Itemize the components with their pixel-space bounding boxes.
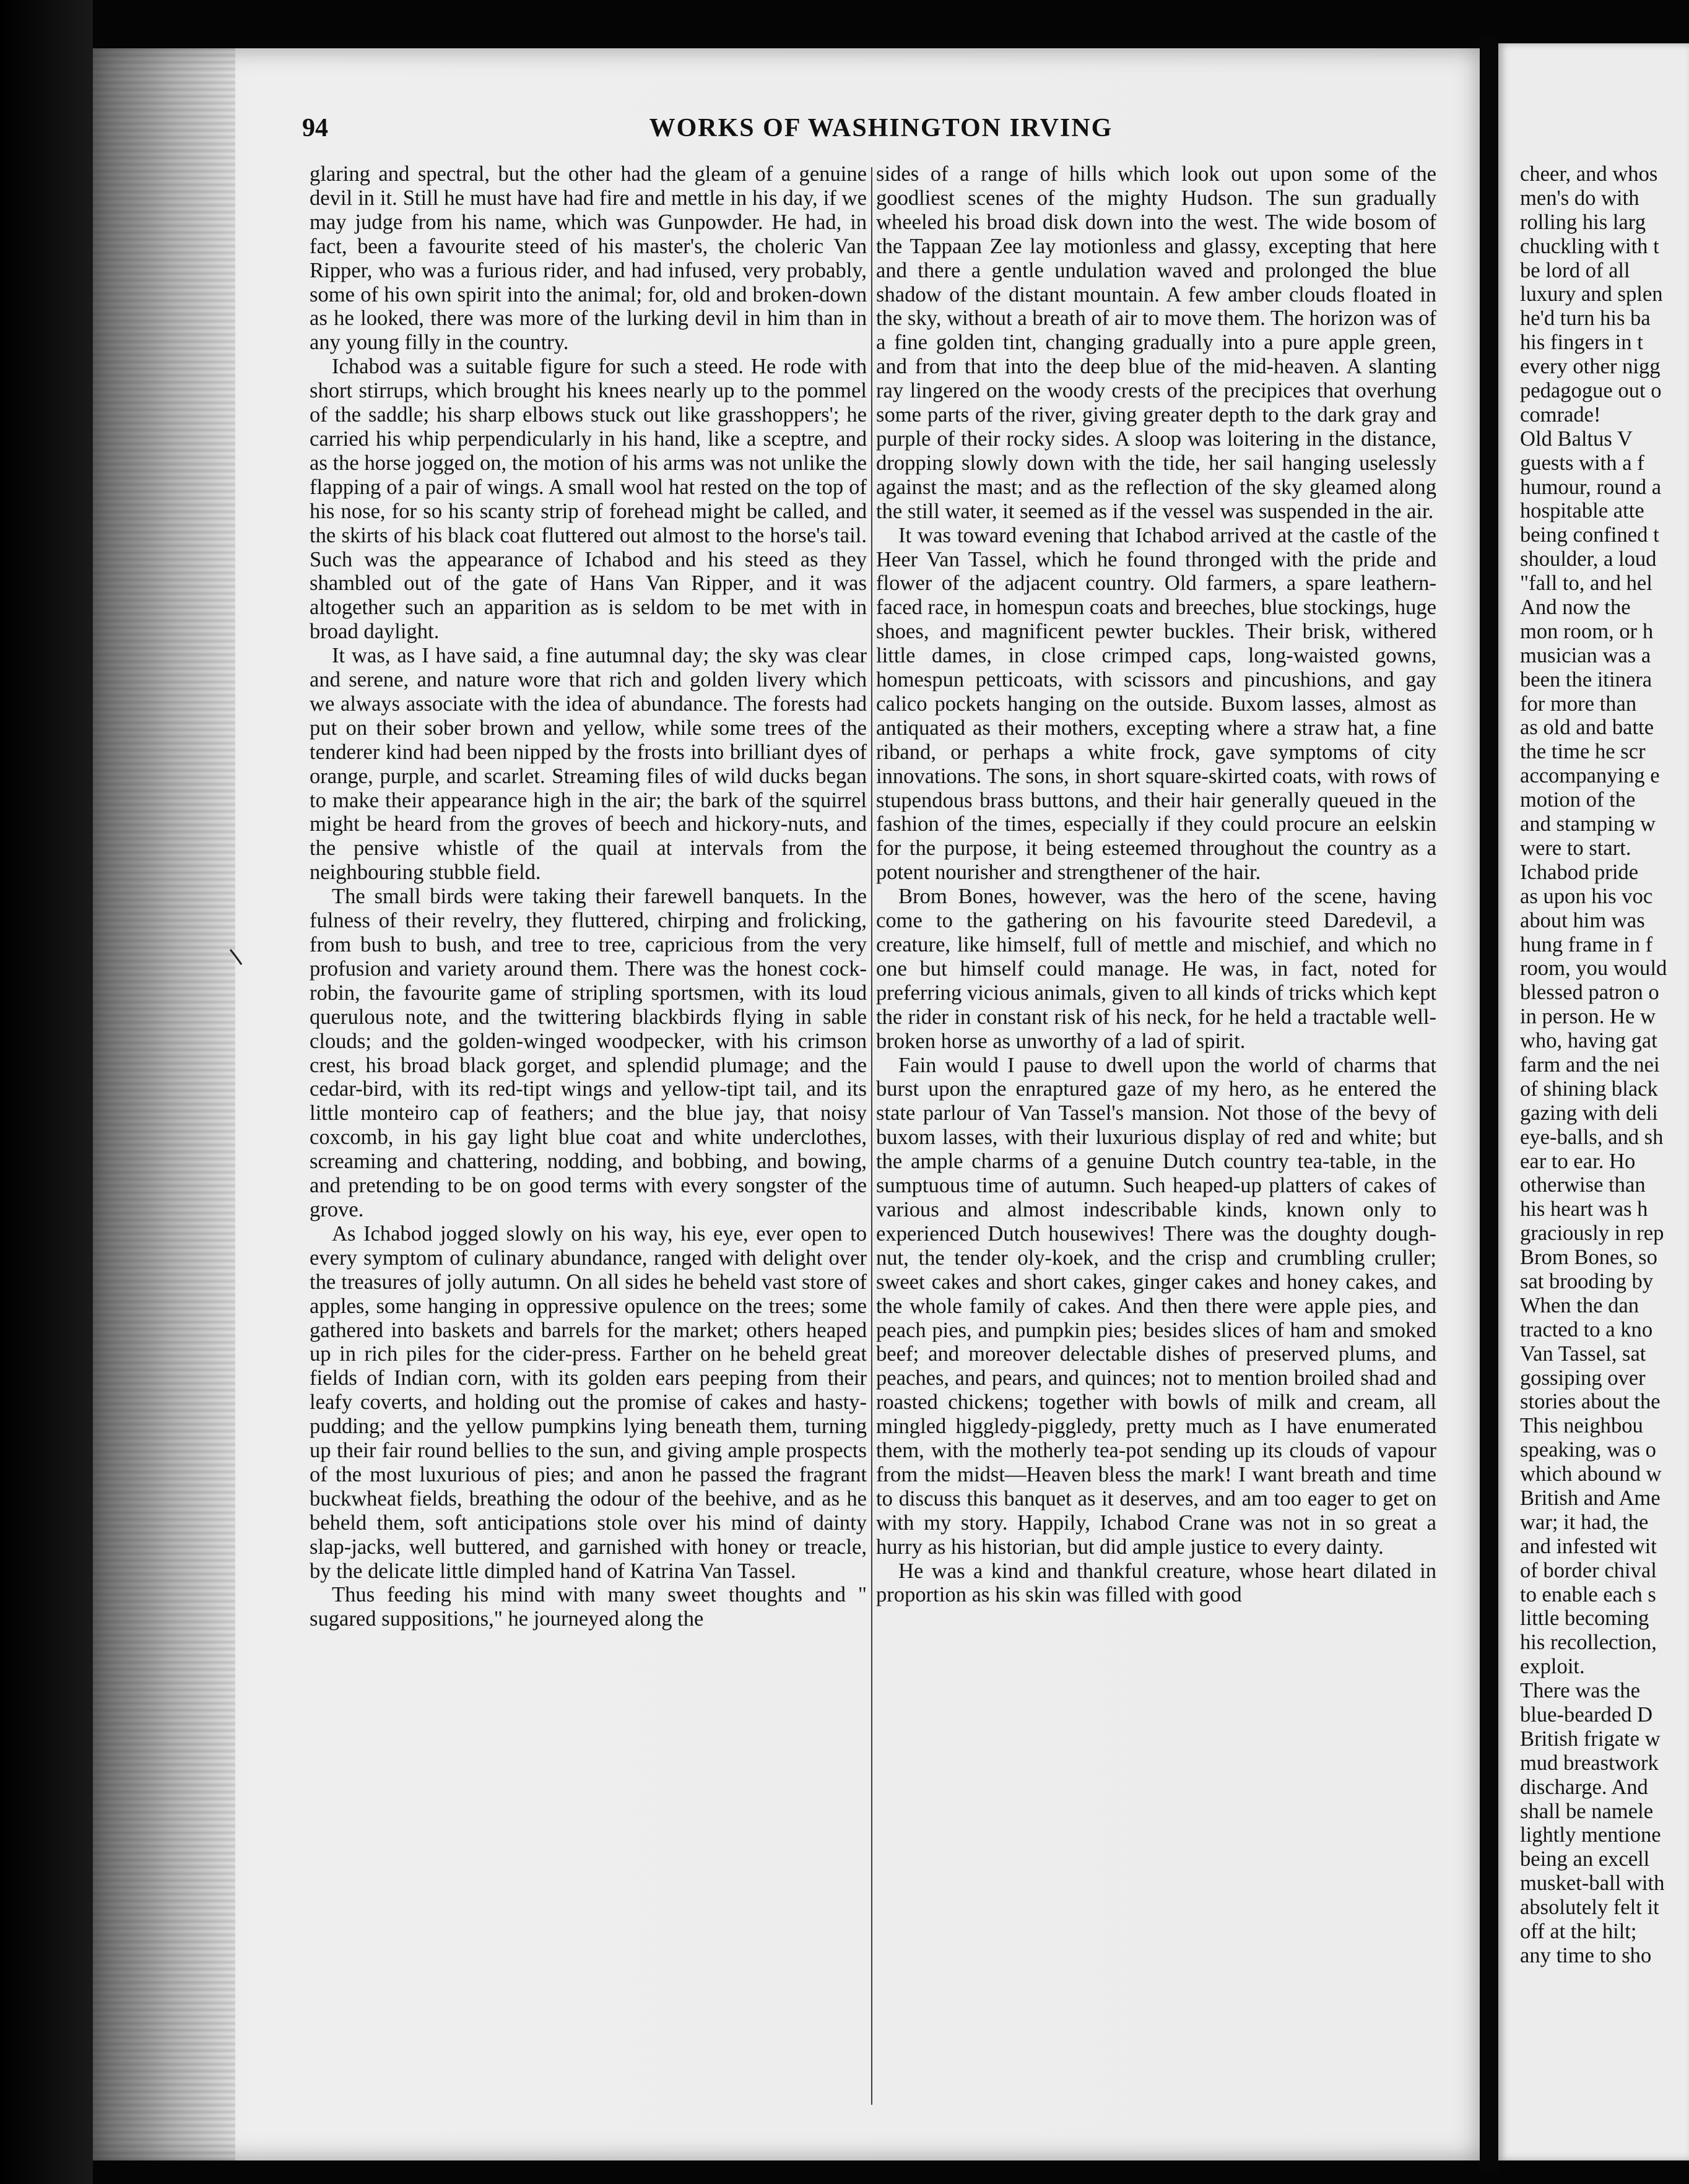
fragment-line: British frigate w xyxy=(1520,1727,1661,1751)
fragment-line: Brom Bones, so xyxy=(1520,1246,1657,1270)
fragment-line: speaking, was o xyxy=(1520,1438,1656,1462)
fragment-line: musket-ball with xyxy=(1520,1871,1665,1896)
fragment-line: for more than xyxy=(1520,691,1637,716)
page-header xyxy=(302,106,1460,150)
text-column-fragment xyxy=(1520,162,1689,2125)
page-number: 94 xyxy=(302,114,328,142)
fragment-line: otherwise than xyxy=(1520,1173,1646,1197)
fragment-line: being an excell xyxy=(1520,1847,1650,1871)
fragment-line: being confined t xyxy=(1520,523,1659,547)
fragment-line: pedagogue out o xyxy=(1520,379,1662,403)
text-column-right xyxy=(876,162,1436,2125)
paragraph: It was, as I have said, a fine autumnal day; the sky was clear and serene, and nature wore that rich and golden livery which we always associate with the idea of abundance. The forests had put on their sober brown and yellow, while some trees of the tenderer kind had been nipped by the frosts into brilliant dyes of orange, purple, and scarlet. Streaming files of wild ducks began to make their appearance high in the air; the bark of the squirrel might be heard from the groves of beech and hickory-nuts, and the pensive whistle of the quail at intervals from the neighbouring stubble field. xyxy=(310,644,867,885)
fragment-line: comrade! xyxy=(1520,402,1601,427)
fragment-line: Ichabod pride xyxy=(1520,860,1639,884)
fragment-line: blue-bearded D xyxy=(1520,1703,1653,1727)
fragment-line: eye-balls, and sh xyxy=(1520,1125,1664,1149)
fragment-line: blessed patron o xyxy=(1520,981,1659,1005)
fragment-line: "fall to, and hel xyxy=(1520,571,1652,596)
column-rule xyxy=(871,167,872,2105)
fragment-line: he'd turn his ba xyxy=(1520,306,1651,331)
fragment-line: mud breastwork xyxy=(1520,1751,1659,1775)
fragment-line: off at the hilt; xyxy=(1520,1920,1637,1944)
fragment-line: There was the xyxy=(1520,1679,1640,1703)
fragment-line: any time to sho xyxy=(1520,1943,1652,1967)
running-title: WORKS OF WASHINGTON IRVING xyxy=(649,114,1113,142)
fragment-line: room, you would xyxy=(1520,956,1667,981)
fragment-line: lightly mentione xyxy=(1520,1823,1661,1847)
fragment-line: as upon his voc xyxy=(1520,884,1653,908)
fragment-line: humour, round a xyxy=(1520,475,1662,499)
fragment-line: were to start. xyxy=(1520,836,1631,860)
fragment-line: every other nigg xyxy=(1520,355,1661,379)
paragraph: Thus feeding his mind with many sweet thoughts and " sugared suppositions," he journeyed along the xyxy=(310,1583,867,1631)
fragment-line: war; it had, the xyxy=(1520,1510,1649,1534)
fragment-line: British and Ame xyxy=(1520,1486,1661,1510)
paragraph: Brom Bones, however, was the hero of the scene, having come to the gathering on his favourite steed Daredevil, a creature, like himself, full of mettle and mischief, and which no one but himself could manage. He was, in fact, noted for preferring vicious animals, given to all kinds of tricks which kept the rider in constant risk of his neck, for he held a tractable well-broken horse as unworthy of a lad of spirit. xyxy=(876,885,1436,1053)
fragment-line: in person. He w xyxy=(1520,1005,1656,1029)
fragment-line: as old and batte xyxy=(1520,716,1654,740)
fragment-line: motion of the xyxy=(1520,788,1636,812)
fragment-line: shall be namele xyxy=(1520,1799,1654,1823)
fragment-line: guests with a f xyxy=(1520,451,1644,475)
fragment-line: hung frame in f xyxy=(1520,932,1653,956)
fragment-line: absolutely felt it xyxy=(1520,1896,1659,1920)
fragment-line: his recollection, xyxy=(1520,1631,1657,1655)
fragment-line: and infested wit xyxy=(1520,1534,1657,1558)
fragment-line: who, having gat xyxy=(1520,1029,1657,1053)
fragment-line: the time he scr xyxy=(1520,740,1646,764)
paragraph: Ichabod was a suitable figure for such a steed. He rode with short stirrups, which brought his knees nearly up to the pommel of the saddle; his sharp elbows stuck out like grasshoppers'; he carried his whip perpendicularly in his hand, like a sceptre, and as the horse jogged on, the motion of his arms was not unlike the flapping of a pair of wings. A small wool hat rested on the top of his nose, for so his scanty strip of forehead might be called, and the skirts of his black coat fluttered out almost to the horse's tail. Such was the appearance of Ichabod and his steed as they shambled out of the gate of Hans Van Ripper, and it was altogether such an apparition as is seldom to be met with in broad daylight. xyxy=(310,355,867,644)
fragment-line: his fingers in t xyxy=(1520,331,1643,355)
book-spine xyxy=(1480,37,1498,2173)
fragment-line: accompanying e xyxy=(1520,764,1660,788)
fragment-line: gossiping over xyxy=(1520,1366,1646,1390)
fragment-line: little becoming xyxy=(1520,1606,1649,1631)
fragment-line: When the dan xyxy=(1520,1293,1639,1317)
fragment-line: sat brooding by xyxy=(1520,1269,1654,1293)
fragment-line: This neighbou xyxy=(1520,1414,1643,1438)
fragment-line: cheer, and whos xyxy=(1520,162,1658,186)
fragment-line: And now the xyxy=(1520,596,1631,620)
fragment-line: to enable each s xyxy=(1520,1582,1656,1606)
fragment-line: be lord of all xyxy=(1520,258,1630,282)
fragment-line: chuckling with t xyxy=(1520,234,1659,258)
text-column-left xyxy=(310,162,867,2125)
fragment-line: ear to ear. Ho xyxy=(1520,1149,1636,1173)
fragment-line: of border chival xyxy=(1520,1558,1657,1582)
fragment-line: men's do with xyxy=(1520,186,1639,210)
fragment-line: shoulder, a loud xyxy=(1520,547,1657,571)
fragment-line: gazing with deli xyxy=(1520,1101,1658,1125)
fragment-line: tracted to a kno xyxy=(1520,1317,1653,1341)
paragraph: Fain would I pause to dwell upon the world of charms that burst upon the enraptured gaze of my hero, as he entered the state parlour of Van Tassel's mansion. Not those of the bevy of buxom lasses, with their luxurious display of red and white; but the ample charms of a genuine Dutch country tea-table, in the sumptuous time of autumn. Such heaped-up platters of cakes of various and almost indescribable kinds, known only to experienced Dutch housewives! There was the doughty dough-nut, the tender oly-koek, and the crisp and crumbling cruller; sweet cakes and short cakes, ginger cakes and honey cakes, and the whole family of cakes. And then there were apple pies, and peach pies, and pumpkin pies; besides slices of ham and smoked beef; and moreover delectable dishes of preserved plums, and peaches, and pears, and quinces; not to mention broiled shad and roasted chickens; together with bowls of milk and cream, all mingled higgledy-piggledy, pretty much as I have enumerated them, with the motherly tea-pot sending up its clouds of vapour from the midst—Heaven bless the mark! I want breath and time to discuss this banquet as it deserves, and am too eager to get on with my story. Happily, Ichabod Crane was not in so great a hurry as his historian, but did ample justice to every dainty. xyxy=(876,1053,1436,1559)
fragment-line: farm and the nei xyxy=(1520,1052,1660,1077)
paragraph: He was a kind and thankful creature, whose heart dilated in proportion as his skin was filled with good xyxy=(876,1559,1436,1607)
fragment-line: his heart was h xyxy=(1520,1197,1648,1221)
fragment-line: of shining black xyxy=(1520,1077,1658,1101)
fragment-line: discharge. And xyxy=(1520,1775,1648,1799)
fragment-line: about him was xyxy=(1520,908,1645,932)
fragment-line: stories about the xyxy=(1520,1390,1661,1414)
fragment-line: Old Baltus V xyxy=(1520,427,1633,451)
fragment-line: rolling his larg xyxy=(1520,210,1646,234)
margin-pencil-mark xyxy=(228,946,253,971)
fragment-line: which abound w xyxy=(1520,1462,1662,1486)
paragraph: The small birds were taking their farewell banquets. In the fulness of their revelry, they fluttered, chirping and frolicking, from bush to bush, and tree to tree, capricious from the very profusion and variety around them. There was the honest cock-robin, the favourite game of stripling sportsmen, with its loud querulous note, and the twittering blackbirds flying in sable clouds; and the golden-winged woodpecker, with his crimson crest, his broad black gorget, and splendid plumage; and the cedar-bird, with its red-tipt wings and yellow-tipt tail, and its little monteiro cap of feathers; and the blue jay, that noisy coxcomb, in his gay light blue coat and white underclothes, screaming and chattering, nodding, and bobbing, and bowing, and pretending to be on good terms with every songster of the grove. xyxy=(310,885,867,1221)
fragment-line: mon room, or h xyxy=(1520,619,1654,643)
paragraph: As Ichabod jogged slowly on his way, his eye, ever open to every symptom of culinary abundance, ranged with delight over the treasures of jolly autumn. On all sides he beheld vast store of apples, some hanging in oppressive opulence on the trees; some gathered into baskets and barrels for the market; others heaped up in rich piles for the cider-press. Farther on he beheld great fields of Indian corn, with its golden ears peeping from their leafy coverts, and holding out the promise of cakes and hasty-pudding; and the yellow pumpkins lying beneath them, turning up their fair round bellies to the sun, and giving ample prospects of the most luxurious of pies; and anon he passed the fragrant buckwheat fields, breathing the odour of the beehive, and as he beheld them, soft anticipations stole over his mind of dainty slap-jacks, well buttered, and garnished with honey or treacle, by the delicate little dimpled hand of Katrina Van Tassel. xyxy=(310,1221,867,1583)
fragment-line: and stamping w xyxy=(1520,812,1656,836)
fragment-line: hospitable atte xyxy=(1520,499,1644,523)
fragment-line: Van Tassel, sat xyxy=(1520,1341,1646,1366)
binding-gutter xyxy=(0,0,93,2184)
paragraph: It was toward evening that Ichabod arrived at the castle of the Heer Van Tassel, which he found thronged with the pride and flower of the adjacent country. Old farmers, a spare leathern-faced race, in homespun coats and breeches, blue stockings, huge shoes, and magnificent pewter buckles. Their brisk, withered little dames, in close crimped caps, long-waisted gowns, homespun petticoats, with scissors and pincushions, and gay calico pockets hanging on the outside. Buxom lasses, almost as antiquated as their mothers, excepting where a straw hat, a fine riband, or perhaps a white frock, gave symptoms of city innovations. The sons, in short square-skirted coats, with rows of stupendous brass buttons, and their hair generally queued in the fashion of the times, especially if they could procure an eelskin for the purpose, it being esteemed throughout the country as a potent nourisher and strengthener of the hair. xyxy=(876,523,1436,885)
paragraph: glaring and spectral, but the other had the gleam of a genuine devil in it. Still he must have had fire and mettle in his day, if we may judge from his name, which was Gunpowder. He had, in fact, been a favourite steed of his master's, the choleric Van Ripper, who was a furious rider, and had infused, very probably, some of his own spirit into the animal; for, old and broken-down as he looked, there was more of the lurking devil in him than in any young filly in the country. xyxy=(310,162,867,355)
fragment-line: graciously in rep xyxy=(1520,1221,1664,1246)
fragment-line: exploit. xyxy=(1520,1655,1585,1679)
fragment-line: musician was a xyxy=(1520,643,1651,667)
fragment-line: been the itinera xyxy=(1520,667,1652,691)
fragment-line: luxury and splen xyxy=(1520,282,1663,306)
paragraph: sides of a range of hills which look out upon some of the goodliest scenes of the mighty Hudson. The sun gradually wheeled his broad disk down into the west. The wide bosom of the Tappaan Zee lay motionless and glassy, excepting that here and there a gentle undulation waved and prolonged the blue shadow of the distant mountain. A few amber clouds floated in the sky, without a breath of air to move them. The horizon was of a fine golden tint, changing gradually into a pure apple green, and from that into the deep blue of the mid-heaven. A slanting ray lingered on the woody crests of the precipices that overhung some parts of the river, giving greater depth to the dark gray and purple of their rocky sides. A sloop was loitering in the distance, dropping slowly down with the tide, her sail hanging uselessly against the mast; and as the reflection of the sky gleamed along the still water, it seemed as if the vessel was suspended in the air. xyxy=(876,162,1436,523)
